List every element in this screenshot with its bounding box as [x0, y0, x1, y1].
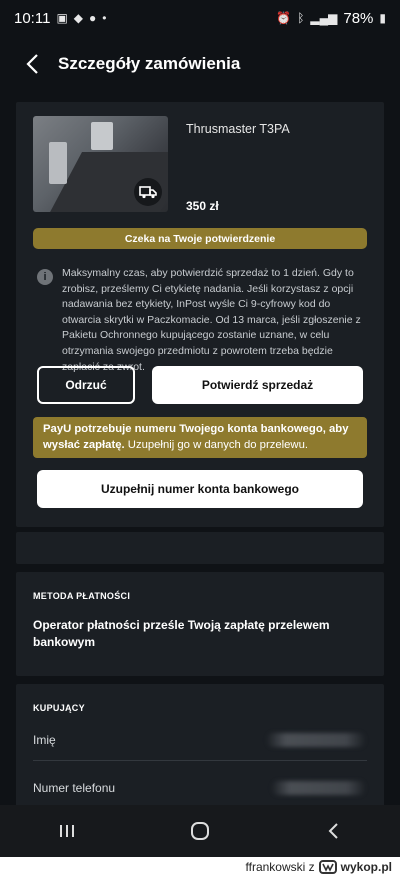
buyer-name-label: Imię — [33, 733, 56, 747]
system-nav-bar — [0, 805, 400, 857]
battery-level: 78% — [343, 9, 374, 27]
alarm-icon: ⏰ — [276, 11, 292, 25]
payment-section-label: METODA PŁATNOŚCI — [33, 591, 131, 601]
recent-apps-button[interactable] — [37, 811, 97, 851]
app-icon: ● — [89, 11, 97, 25]
bluetooth-icon: ᛒ — [297, 11, 305, 25]
gallery-icon: ▣ — [56, 11, 68, 25]
alert-bold-text: PayU potrzebuje numeru Twojego konta bankowego, aby wysłać zapłatę. — [43, 423, 349, 451]
buyer-phone-label: Numer telefonu — [33, 781, 116, 795]
status-banner: Czeka na Twoje potwierdzenie — [33, 228, 367, 249]
status-time: 10:11 — [14, 9, 51, 27]
order-card — [16, 102, 384, 527]
home-icon — [190, 821, 210, 841]
recents-icon — [58, 823, 76, 839]
redacted-name — [266, 733, 366, 747]
signal-icon: ▂▄▆ — [310, 11, 338, 25]
buyer-section-label: KUPUJĄCY — [33, 703, 85, 713]
page-title: Szczegóły zamówienia — [58, 54, 241, 73]
product-image[interactable] — [33, 116, 168, 212]
content-scroll[interactable] — [0, 92, 400, 805]
delivery-truck-icon — [134, 178, 162, 206]
confirm-sale-button[interactable]: Potwierdź sprzedaż — [152, 366, 363, 404]
chevron-left-icon — [25, 53, 39, 75]
home-button[interactable] — [170, 811, 230, 851]
watermark-site: wykop.pl — [340, 860, 392, 874]
product-name[interactable]: Thrusmaster T3PA — [186, 122, 290, 136]
info-icon: i — [37, 269, 53, 285]
battery-icon: ▮ — [379, 11, 386, 25]
payment-method-card — [16, 572, 384, 676]
divider — [33, 760, 367, 761]
back-icon — [327, 822, 339, 840]
app-header — [0, 36, 400, 92]
product-price: 350 zł — [186, 199, 219, 213]
watermark-user: ffrankowski z — [245, 860, 315, 874]
system-back-button[interactable] — [303, 811, 363, 851]
bank-account-alert — [33, 417, 367, 458]
empty-card — [16, 532, 384, 564]
redacted-phone — [271, 781, 366, 795]
buyer-card — [16, 684, 384, 805]
add-bank-account-button[interactable]: Uzupełnij numer konta bankowego — [37, 470, 363, 508]
watermark — [0, 857, 400, 877]
back-button[interactable] — [10, 42, 54, 86]
dot-icon: • — [102, 11, 107, 25]
alert-text: Uzupełnij go w danych do przelewu. — [124, 439, 309, 451]
notification-icon: ◆ — [73, 11, 84, 25]
status-bar — [0, 0, 400, 36]
payment-method-text: Operator płatności prześle Twoją zapłatę przelewem bankowym — [33, 618, 330, 649]
reject-button[interactable]: Odrzuć — [37, 366, 135, 404]
info-text: Maksymalny czas, aby potwierdzić sprzedaż to 1 dzień. Gdy to zrobisz, prześlemy Ci etykietę nadania. Jeśli korzystasz z opcji nadawania bez etykiety, InPost wyśle Ci 9-cyfrowy kod do otwarcia skrytki w Paczkomacie. Od 13 marca, jeśli zgłoszenie z Pakietu Ochronnego kupującego zostanie uznane, w celu otrzymania swojego przedmiotu z powrotem trzeba będzie zapłacić za zwrot. — [62, 267, 361, 373]
wykop-logo-icon — [319, 860, 337, 874]
